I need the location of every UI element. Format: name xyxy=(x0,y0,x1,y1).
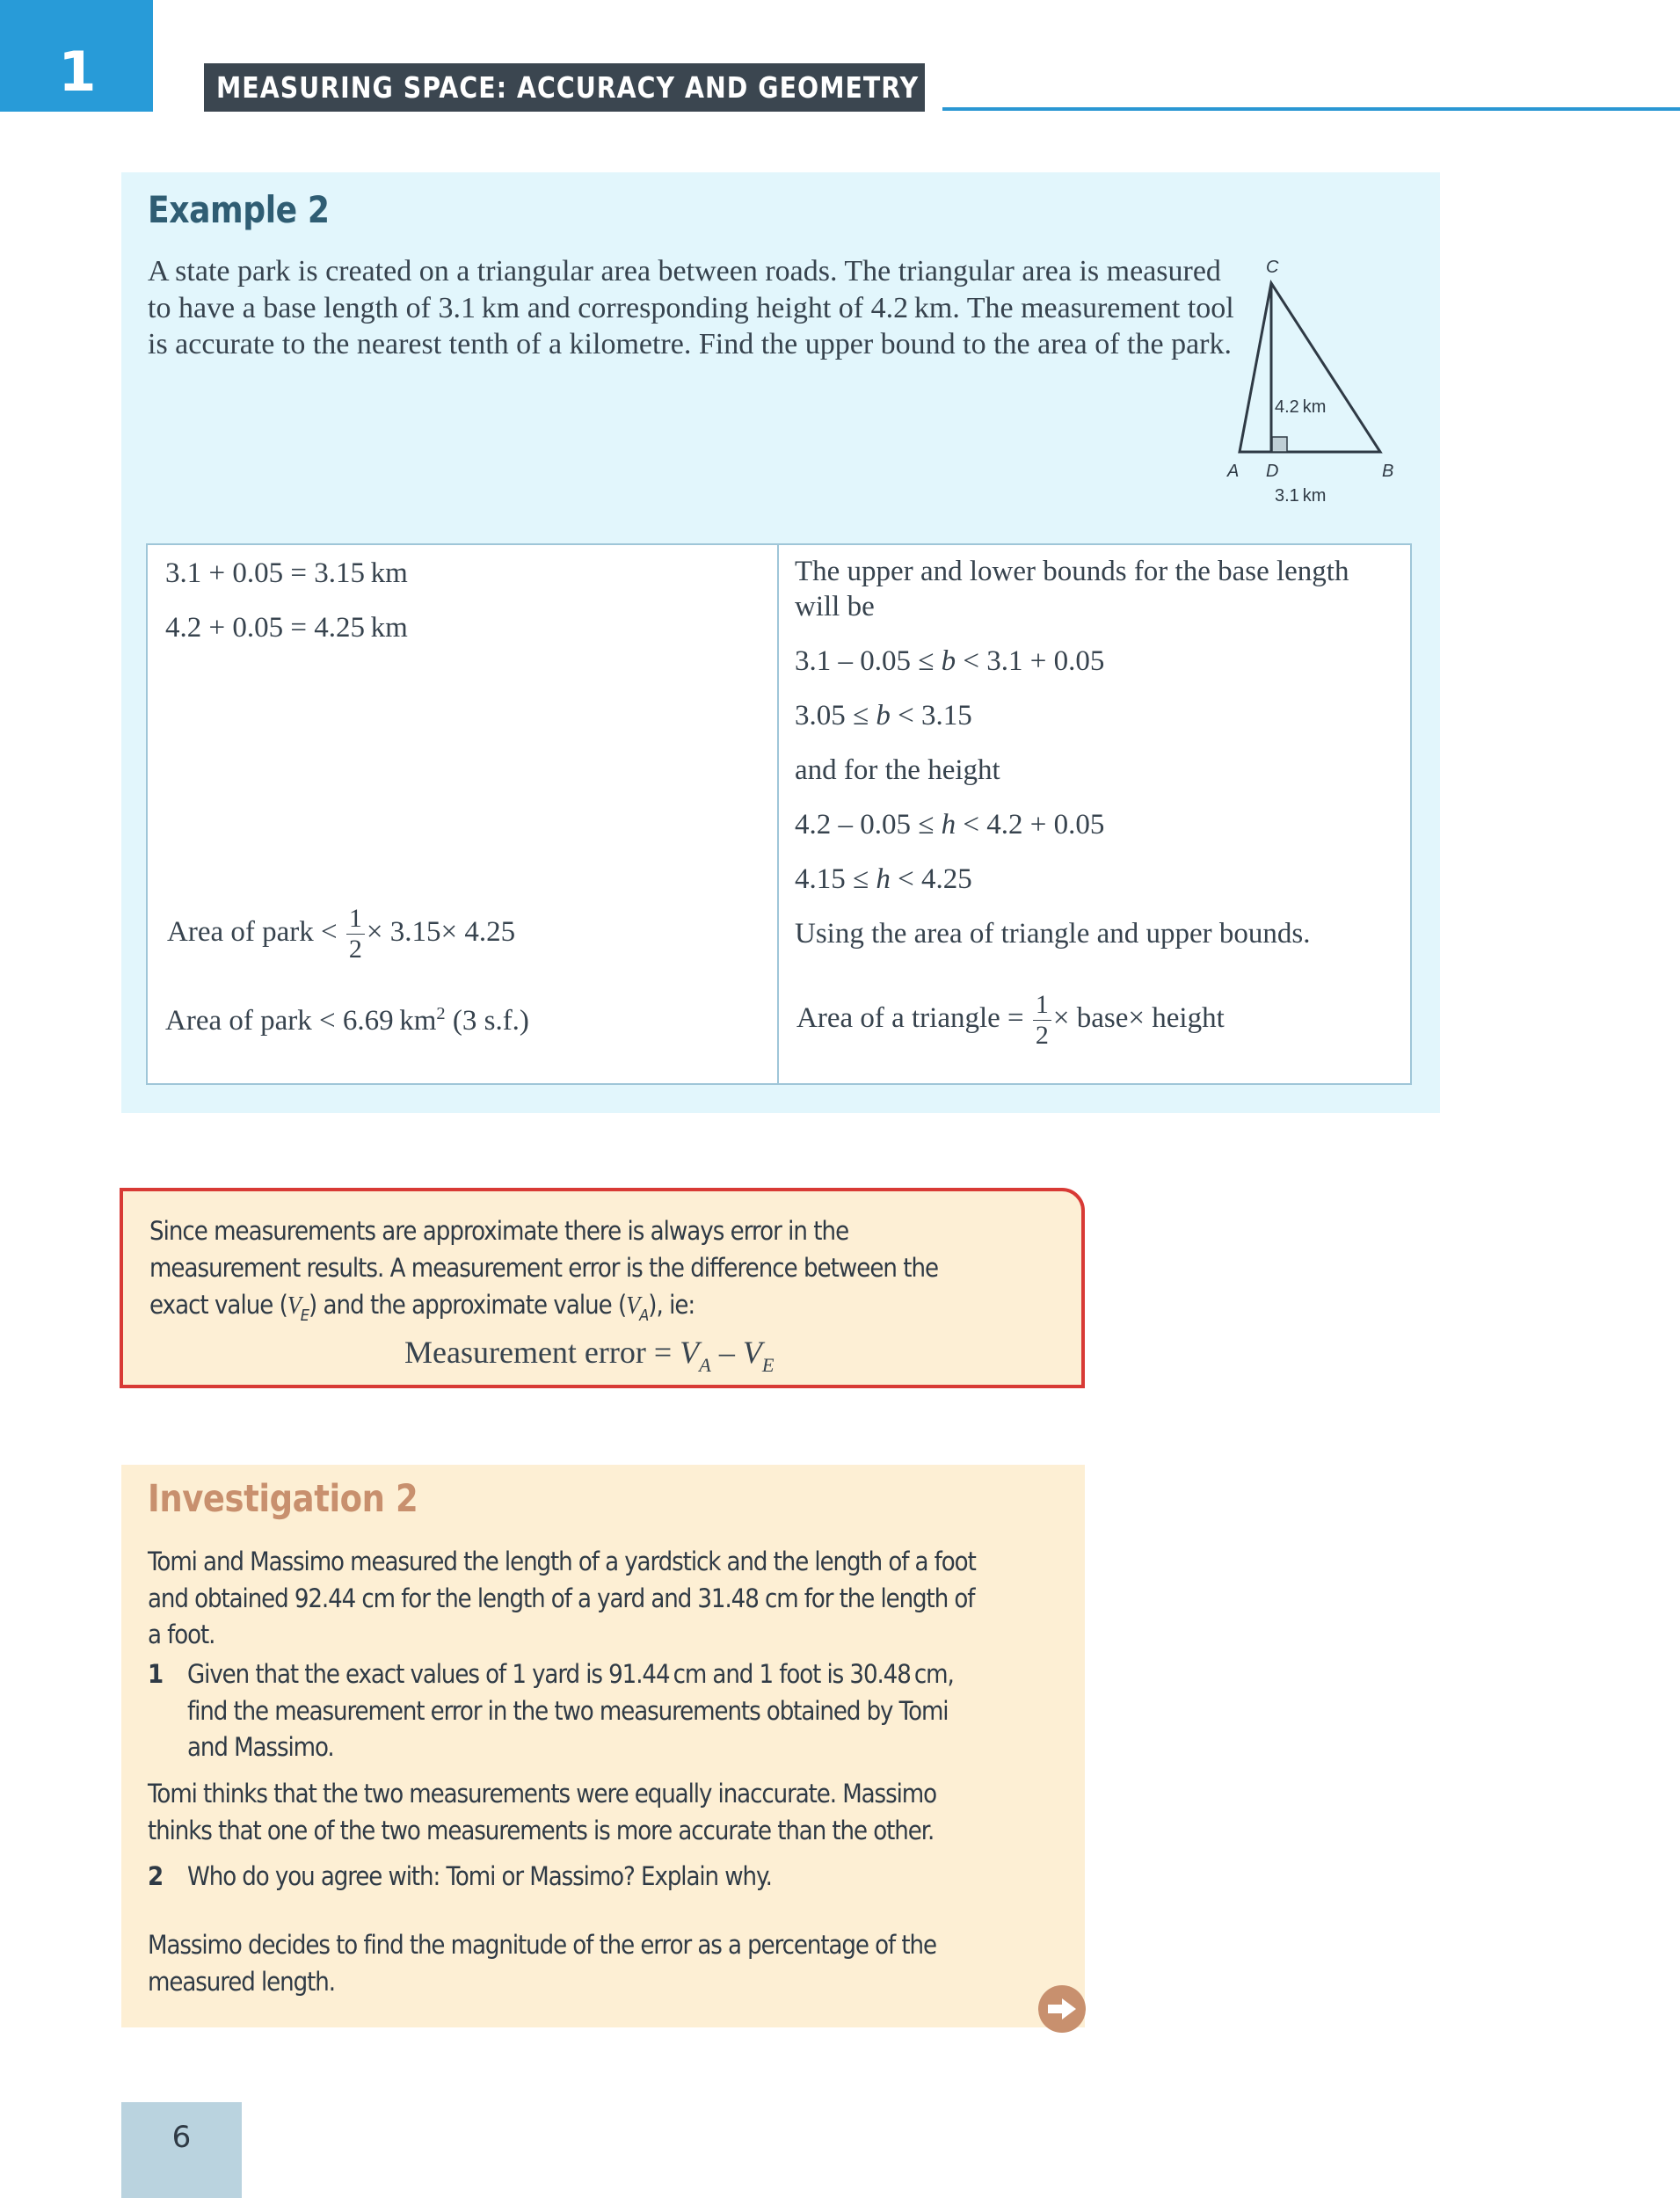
chapter-title-banner xyxy=(204,63,925,112)
definition-text: Since measurements are approximate there is always error in the measurement results. A measurement error is the difference between the exact value $(V_E)$ and the approximate value $(V_A)$, ie: xyxy=(149,1216,939,1326)
question-2 xyxy=(148,1859,986,1896)
example-panel xyxy=(121,172,1440,1113)
investigation-title: Investigation 2 xyxy=(148,1477,418,1521)
vertex-label-b: B xyxy=(1382,462,1394,481)
base-label: 3.1 km xyxy=(1275,486,1327,506)
header-rule xyxy=(942,107,1680,111)
investigation-panel xyxy=(121,1465,1085,2027)
area-inequality: Area of park < $\frac{1}{2}$ × 3.15× 4.25 xyxy=(167,904,516,964)
vertex-label-c: C xyxy=(1266,258,1279,277)
chapter-title: MEASURING SPACE: ACCURACY AND GEOMETRY xyxy=(216,70,920,105)
solution-explanation-column xyxy=(779,545,1410,1083)
page-number-tab xyxy=(121,2102,242,2198)
vertex-label-d: D xyxy=(1266,462,1279,481)
using-upper-bounds: Using the area of triangle and upper bounds. xyxy=(795,918,1311,950)
example-prompt: A state park is created on a triangular area between roads. The triangular area is measured to have a base length of 3.1 km and corresponding height of 4.2 km. The measurement tool is accurate to the nearest tenth of a kilometre. Find the upper bound to the area of the park. xyxy=(148,255,1234,360)
continue-button[interactable] xyxy=(1038,1985,1086,2033)
area-result: Area of park < 6.69 $km^2$ (3 s.f.) xyxy=(165,1004,529,1037)
investigation-closing: Massimo decides to find the magnitude of the error as a percentage of the measured length. xyxy=(148,1930,936,1997)
investigation-intro: Tomi and Massimo measured the length of a yardstick and the length of a foot and obtained 92.44 cm for the length of a yard and 31.48 cm for the length of a foot. xyxy=(148,1547,976,1649)
base-inequality-2: 3.05 ≤ b < 3.15 xyxy=(795,700,972,731)
upper-bound-base: 3.1 + 0.05 = 3.15 km xyxy=(165,557,408,589)
question-number: 1 xyxy=(148,1659,164,1689)
height-inequality-2: 4.15 ≤ h < 4.25 xyxy=(795,863,972,895)
solution-table xyxy=(146,543,1412,1085)
height-intro: and for the height xyxy=(795,754,1000,786)
triangle-area-formula: Area of a triangle = $\frac{1}{2}$ × base× height xyxy=(796,990,1225,1050)
measurement-error-formula: Measurement error = $V_A - V_E$ xyxy=(404,1335,775,1377)
page-number: 6 xyxy=(171,2120,192,2155)
question-number: 2 xyxy=(148,1861,164,1891)
solution-working-column xyxy=(148,545,779,1083)
triangle-diagram xyxy=(1204,246,1398,528)
right-angle-marker xyxy=(1272,437,1287,452)
height-label: 4.2 km xyxy=(1275,397,1327,417)
question-text: Who do you agree with: Tomi or Massimo? Explain why. xyxy=(187,1861,772,1891)
base-inequality-1: 3.1 – 0.05 ≤ b < 3.1 + 0.05 xyxy=(795,645,1105,677)
fraction-half: $\frac{1}{2}$ xyxy=(1033,992,1051,1049)
question-text: Given that the exact values of 1 yard is 91.44 cm and 1 foot is 30.48 cm, find the measurement error in the two measurements obtained by Tomi and Massimo. xyxy=(187,1659,954,1762)
investigation-middle: Tomi thinks that the two measurements were equally inaccurate. Massimo thinks that one of the two measurements is more accurate than the other. xyxy=(148,1779,937,1845)
measurement-error-definition xyxy=(120,1188,1085,1388)
example-title: Example 2 xyxy=(148,188,330,231)
bounds-intro: The upper and lower bounds for the base length will be xyxy=(795,556,1349,622)
vertex-label-a: A xyxy=(1227,462,1240,481)
upper-bound-height: 4.2 + 0.05 = 4.25 km xyxy=(165,612,408,644)
arrow-right-icon xyxy=(1046,1997,1078,2021)
height-inequality-1: 4.2 – 0.05 ≤ h < 4.2 + 0.05 xyxy=(795,809,1105,841)
question-1 xyxy=(148,1656,986,1766)
fraction-half: $\frac{1}{2}$ xyxy=(346,906,365,963)
chapter-number-tab xyxy=(0,0,153,112)
chapter-number: 1 xyxy=(58,40,95,104)
triangle-abc xyxy=(1240,283,1380,452)
